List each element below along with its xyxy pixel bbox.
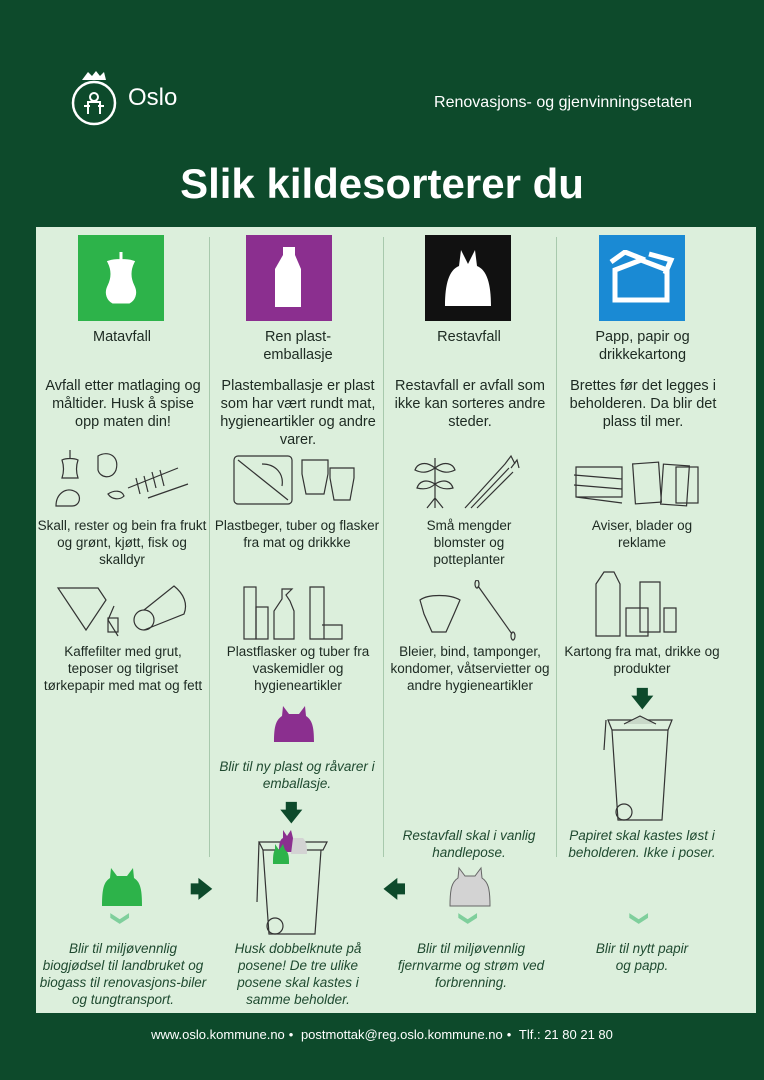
purple-bag-icon <box>273 702 315 744</box>
arrow-down-icon: 🡇 <box>280 800 303 825</box>
description-plastic: Plastemballasje er plast som har vært rundt mat, hygieneartikler og andre varer. <box>220 378 376 448</box>
plants-flowers-illustration <box>395 448 545 510</box>
apple-core-icon <box>101 250 141 306</box>
plastic-icon-box <box>246 235 332 321</box>
footer: www.oslo.kommune.no • postmottak@reg.oslo.kommune.no • Tlf.: 21 80 21 80 <box>151 1027 613 1042</box>
newspapers-illustration <box>570 455 720 517</box>
plastic-note: Blir til ny plast og råvarer i emballasje. <box>219 759 375 791</box>
trash-bag-icon <box>443 250 493 306</box>
beverage-cartons-illustration <box>574 568 724 640</box>
grey-bag-icon <box>449 864 491 908</box>
plastic-result: Husk dobbelknute på posene! De tre ulike posene skal kastes i samme beholder. <box>234 941 362 1007</box>
oslo-logo <box>70 70 177 126</box>
item-plastic-1: Plastbeger, tuber og flasker fra mat og drikkke <box>214 518 380 550</box>
residual-result: Blir til miljøvennlig fjernvarme og strøm ved forbrenning. <box>397 941 545 990</box>
column-title-food: Matavfall <box>92 329 152 345</box>
chevron-down-icon: ❯ <box>459 910 480 927</box>
food-result: Blir til miljøvennlig biogjødsel til landbruket og biogass til renovasjons-biler og tungtransport. <box>39 941 207 1007</box>
plastic-containers-illustration <box>222 450 372 512</box>
description-paper: Brettes før det legges i beholderen. Da blir det plass til mer. <box>569 378 717 430</box>
column-title-plastic: Ren plast-emballasje <box>263 329 333 363</box>
paper-note: Papiret skal kastes løst i beholderen. Ikke i poser. <box>568 828 716 860</box>
page-title: Slik kildesorterer du <box>180 160 584 207</box>
logo-text: Oslo <box>128 84 178 111</box>
description-residual: Restavfall er avfall som ikke kan sorteres andre steder. <box>394 378 546 430</box>
oslo-seal-icon <box>70 70 118 126</box>
residual-note: Restavfall skal i vanlig handlepose. <box>402 828 536 860</box>
food-waste-icon-box <box>78 235 164 321</box>
food-scraps-illustration <box>48 448 198 510</box>
paper-icon-box <box>599 235 685 321</box>
email-link[interactable]: postmottak@reg.oslo.kommune.no <box>300 1027 503 1042</box>
diaper-cotton-swab-illustration <box>398 580 548 642</box>
item-paper-1: Aviser, blader og reklame <box>591 518 693 550</box>
paper-result: Blir til nytt papir og papp. <box>595 941 689 973</box>
chevron-down-icon: ❯ <box>630 910 651 927</box>
coffee-filter-illustration <box>52 578 202 640</box>
item-paper-2: Kartong fra mat, drikke og produkter <box>564 644 720 676</box>
item-food-2: Kaffefilter med grut, teposer og tilgriset tørkepapir med mat og fett <box>43 644 203 693</box>
detergent-bottles-illustration <box>222 580 372 644</box>
website-link[interactable]: www.oslo.kommune.no <box>151 1027 285 1042</box>
chevron-down-icon: ❯ <box>111 910 132 927</box>
item-residual-1: Små mengder blomster og potteplanter <box>426 518 512 567</box>
arrow-left-icon: 🡄 <box>383 877 406 902</box>
item-residual-2: Bleier, bind, tamponger, kondomer, våtservietter og andre hygieneartikler <box>390 644 550 693</box>
arrow-right-icon: 🡆 <box>190 877 213 902</box>
arrow-down-icon: 🡇 <box>631 686 654 711</box>
column-divider <box>209 237 210 857</box>
agency-name: Renovasjons- og gjenvinningsetaten <box>434 94 692 111</box>
residual-icon-box <box>425 235 511 321</box>
description-food: Avfall etter matlaging og måltider. Husk å spise opp maten din! <box>45 378 201 430</box>
column-title-residual: Restavfall <box>437 329 501 345</box>
plastic-bottle-icon <box>271 247 307 309</box>
green-bag-icon <box>101 864 143 908</box>
item-food-1: Skall, rester og bein fra frukt og grønt, kjøtt, fisk og skalldyr <box>37 518 207 567</box>
shared-bin-illustration <box>255 826 331 936</box>
paper-bin-illustration <box>600 712 680 824</box>
phone-number: Tlf.: 21 80 21 80 <box>518 1027 613 1042</box>
column-title-paper: Papp, papir og drikkekartong <box>595 329 690 363</box>
item-plastic-2: Plastflasker og tuber fra vaskemidler og hygieneartikler <box>226 644 370 693</box>
cardboard-box-icon <box>609 250 675 306</box>
